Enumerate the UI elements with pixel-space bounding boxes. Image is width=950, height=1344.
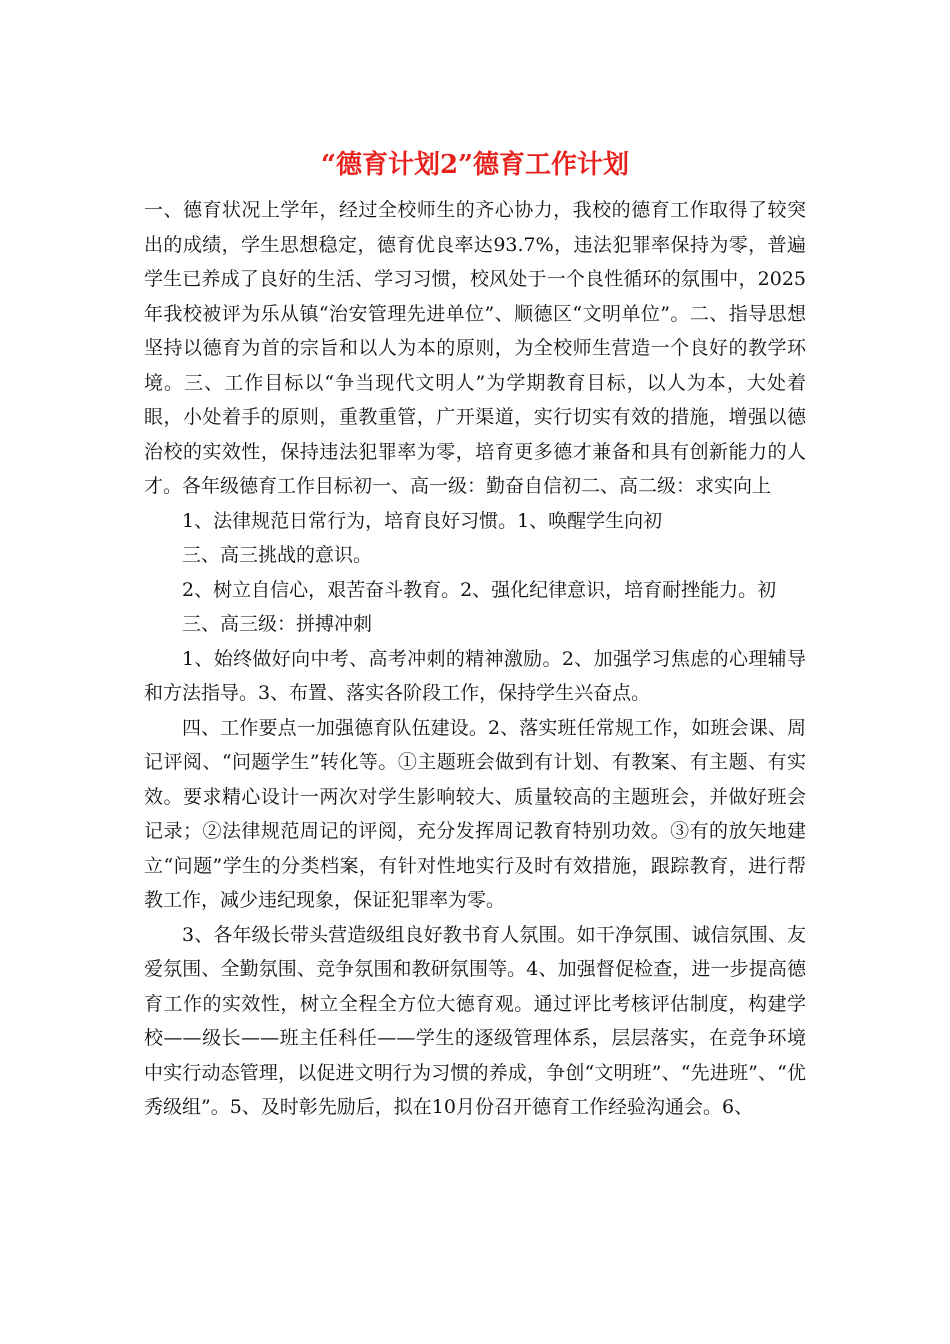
paragraph-grade-3: 三、高三级：拼搏冲刺 (182, 613, 373, 635)
paragraph-goal-1-cont: 三、高三挑战的意识。 (182, 544, 373, 566)
document-title: “德育计划2”德育工作计划 (320, 150, 629, 180)
document-body (144, 193, 806, 1125)
paragraph-grade-3-items: 1、始终做好向中考、高考冲刺的精神激励。2、加强学习焦虑的心理辅导和方法指导。3、布置、落实各阶段工作，保持学生兴奋点。 (144, 647, 806, 704)
paragraph-grade-leaders: 3、各年级长带头营造级组良好教书育人氛围。如干净氛围、诚信氛围、友爱氛围、全勤氛围、竞争氛围和教研氛围等。4、加强督促检查，进一步提高德育工作的实效性，树立全程全方位大德育观。通过评比考核评估制度，构建学校——级长——班主任科任——学生的逐级管理体系，层层落实，在竞争环境中实行动态管理，以促进文明行为习惯的养成，争创“文明班”、“先进班”、“优秀级组”。5、及时彰先励后，拟在10月份召开德育工作经验沟通会。6、 (144, 923, 806, 1118)
paragraph-goal-1: 1、法律规范日常行为，培育良好习惯。1、唤醒学生向初 (182, 509, 663, 532)
paragraph-situation-guidance-goals: 一、德育状况上学年，经过全校师生的齐心协力，我校的德育工作取得了较突出的成绩，学生思想稳定，德育优良率达93.7%，违法犯罪率保持为零，普遍学生已养成了良好的生活、学习习惯，校风处于一个良性循环的氛围中，2025年我校被评为乐从镇“治安管理先进单位”、顺德区“文明单位”。二、指导思想坚持以德育为首的宗旨和以人为本的原则，为全校师生营造一个良好的教学环境。三、工作目标以“争当现代文明人”为学期教育目标，以人为本，大处着眼，小处着手的原则，重教重管，广开渠道，实行切实有效的措施，增强以德治校的实效性，保持违法犯罪率为零，培育更多德才兼备和具有创新能力的人才。各年级德育工作目标初一、高一级：勤奋自信初二、高二级：求实向上 (144, 199, 806, 497)
paragraph-goal-2: 2、树立自信心，艰苦奋斗教育。2、强化纪律意识，培育耐挫能力。初 (182, 578, 777, 601)
paragraph-work-points: 四、工作要点一加强德育队伍建设。2、落实班任常规工作，如班会课、周记评阅、“问题学生”转化等。①主题班会做到有计划、有教案、有主题、有实效。要求精心设计一两次对学生影响较大、质量较高的主题班会，并做好班会记录；②法律规范周记的评阅，充分发挥周记教育特别功效。③有的放矢地建立“问题”学生的分类档案，有针对性地实行及时有效措施，跟踪教育，进行帮教工作，减少违纪现象，保证犯罪率为零。 (144, 716, 806, 911)
